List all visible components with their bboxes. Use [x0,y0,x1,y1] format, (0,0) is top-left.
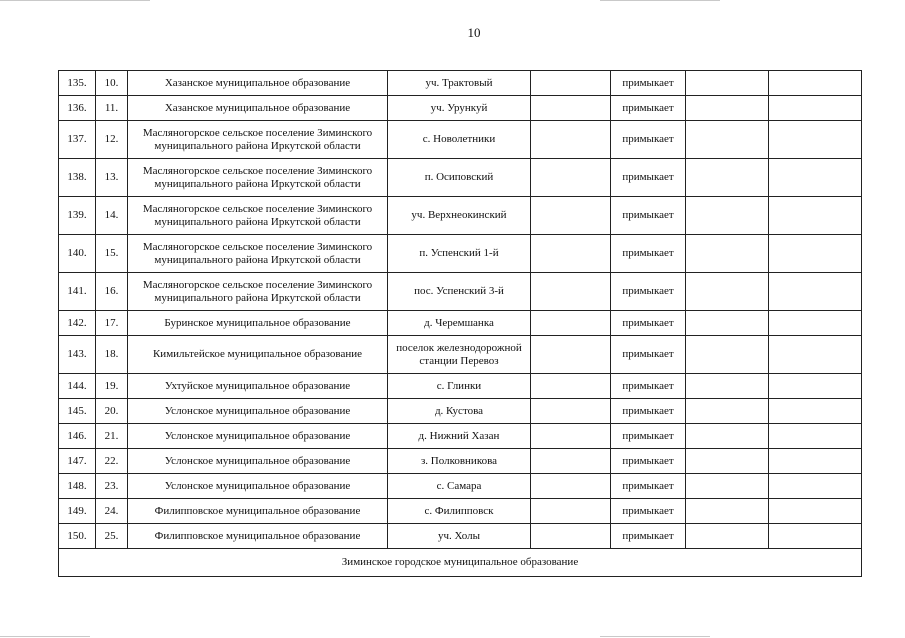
row-number-cell: 136. [59,96,96,121]
municipality-cell: Буринское муниципальное образование [128,311,388,336]
empty-cell [769,159,862,197]
empty-cell [769,499,862,524]
table-row [59,273,862,311]
row-number-cell: 142. [59,311,96,336]
row-number-cell: 144. [59,374,96,399]
municipality-cell: Ухтуйское муниципальное образование [128,374,388,399]
empty-cell [686,96,769,121]
empty-cell [686,399,769,424]
sub-number-cell: 13. [96,159,128,197]
status-cell: примыкает [611,474,686,499]
empty-cell [531,311,611,336]
empty-cell [769,399,862,424]
status-cell: примыкает [611,524,686,549]
section-title: Зиминское городское муниципальное образование [59,549,862,577]
table-row [59,449,862,474]
settlement-cell: з. Полковникова [388,449,531,474]
sub-number-cell: 17. [96,311,128,336]
settlement-cell: уч. Урункуй [388,96,531,121]
empty-cell [531,197,611,235]
municipality-cell: Масляногорское сельское поселение Зиминского муниципального района Иркутской области [128,121,388,159]
sub-number-cell: 21. [96,424,128,449]
sub-number-cell: 23. [96,474,128,499]
table-row [59,374,862,399]
status-cell: примыкает [611,96,686,121]
settlement-cell: д. Черемшанка [388,311,531,336]
row-number-cell: 140. [59,235,96,273]
status-cell: примыкает [611,159,686,197]
empty-cell [531,524,611,549]
sub-number-cell: 20. [96,399,128,424]
empty-cell [769,235,862,273]
empty-cell [769,96,862,121]
municipality-cell: Масляногорское сельское поселение Зиминского муниципального района Иркутской области [128,159,388,197]
status-cell: примыкает [611,336,686,374]
settlement-cell: с. Глинки [388,374,531,399]
status-cell: примыкает [611,399,686,424]
empty-cell [531,424,611,449]
sub-number-cell: 18. [96,336,128,374]
empty-cell [769,424,862,449]
settlement-cell: уч. Верхнеокинский [388,197,531,235]
status-cell: примыкает [611,499,686,524]
settlement-cell: п. Осиповский [388,159,531,197]
status-cell: примыкает [611,374,686,399]
empty-cell [531,499,611,524]
empty-cell [769,336,862,374]
empty-cell [686,159,769,197]
row-number-cell: 145. [59,399,96,424]
settlement-cell: п. Успенский 1-й [388,235,531,273]
settlement-cell: уч. Трактовый [388,71,531,96]
empty-cell [769,273,862,311]
status-cell: примыкает [611,197,686,235]
status-cell: примыкает [611,71,686,96]
page-number: 10 [467,25,481,40]
sub-number-cell: 10. [96,71,128,96]
row-number-cell: 146. [59,424,96,449]
sub-number-cell: 19. [96,374,128,399]
empty-cell [531,96,611,121]
empty-cell [686,374,769,399]
empty-cell [531,336,611,374]
sub-number-cell: 16. [96,273,128,311]
row-number-cell: 135. [59,71,96,96]
status-cell: примыкает [611,273,686,311]
municipality-cell: Хазанское муниципальное образование [128,96,388,121]
empty-cell [686,424,769,449]
settlement-cell: с. Самара [388,474,531,499]
row-number-cell: 149. [59,499,96,524]
sub-number-cell: 14. [96,197,128,235]
municipality-cell: Услонское муниципальное образование [128,474,388,499]
empty-cell [531,273,611,311]
table-row [59,524,862,549]
status-cell: примыкает [611,449,686,474]
empty-cell [531,71,611,96]
row-number-cell: 137. [59,121,96,159]
status-cell: примыкает [611,121,686,159]
empty-cell [769,474,862,499]
empty-cell [686,449,769,474]
empty-cell [686,71,769,96]
scan-artifact-bottom-left [0,636,90,637]
empty-cell [531,121,611,159]
section-row [59,549,862,577]
municipality-cell: Масляногорское сельское поселение Зиминского муниципального района Иркутской области [128,235,388,273]
municipality-cell: Масляногорское сельское поселение Зиминского муниципального района Иркутской области [128,273,388,311]
settlement-cell: д. Кустова [388,399,531,424]
settlement-cell: д. Нижний Хазан [388,424,531,449]
status-cell: примыкает [611,235,686,273]
empty-cell [686,197,769,235]
table-row [59,96,862,121]
table-row [59,336,862,374]
municipality-cell: Филипповское муниципальное образование [128,499,388,524]
settlement-cell: с. Новолетники [388,121,531,159]
empty-cell [769,71,862,96]
status-cell: примыкает [611,311,686,336]
municipality-cell: Услонское муниципальное образование [128,424,388,449]
municipality-cell: Филипповское муниципальное образование [128,524,388,549]
row-number-cell: 138. [59,159,96,197]
scan-artifact-top-left [0,0,150,1]
settlement-cell: поселок железнодорожной станции Перевоз [388,336,531,374]
row-number-cell: 143. [59,336,96,374]
empty-cell [686,499,769,524]
row-number-cell: 150. [59,524,96,549]
empty-cell [686,235,769,273]
empty-cell [686,311,769,336]
empty-cell [686,524,769,549]
municipality-cell: Услонское муниципальное образование [128,449,388,474]
table-row [59,311,862,336]
row-number-cell: 148. [59,474,96,499]
table-row [59,71,862,96]
settlement-cell: с. Филипповск [388,499,531,524]
empty-cell [686,121,769,159]
empty-cell [686,474,769,499]
sub-number-cell: 25. [96,524,128,549]
empty-cell [531,235,611,273]
empty-cell [769,374,862,399]
municipality-cell: Хазанское муниципальное образование [128,71,388,96]
table-row [59,499,862,524]
row-number-cell: 147. [59,449,96,474]
table-row [59,399,862,424]
status-cell: примыкает [611,424,686,449]
table-row [59,197,862,235]
sub-number-cell: 15. [96,235,128,273]
settlement-cell: пос. Успенский 3-й [388,273,531,311]
table-row [59,424,862,449]
settlement-cell: уч. Холы [388,524,531,549]
scan-artifact-bottom-right [600,636,710,637]
table-row [59,159,862,197]
settlements-table [58,70,862,577]
empty-cell [769,197,862,235]
municipality-cell: Кимильтейское муниципальное образование [128,336,388,374]
empty-cell [531,449,611,474]
empty-cell [686,336,769,374]
sub-number-cell: 22. [96,449,128,474]
empty-cell [686,273,769,311]
table-body [59,71,862,577]
scan-artifact-top-right [600,0,720,1]
sub-number-cell: 11. [96,96,128,121]
sub-number-cell: 24. [96,499,128,524]
row-number-cell: 141. [59,273,96,311]
empty-cell [531,474,611,499]
empty-cell [769,449,862,474]
municipality-cell: Услонское муниципальное образование [128,399,388,424]
table-row [59,235,862,273]
empty-cell [769,311,862,336]
empty-cell [531,374,611,399]
empty-cell [769,121,862,159]
empty-cell [531,399,611,424]
sub-number-cell: 12. [96,121,128,159]
empty-cell [769,524,862,549]
row-number-cell: 139. [59,197,96,235]
table-row [59,121,862,159]
municipality-cell: Масляногорское сельское поселение Зиминского муниципального района Иркутской области [128,197,388,235]
empty-cell [531,159,611,197]
table-row [59,474,862,499]
